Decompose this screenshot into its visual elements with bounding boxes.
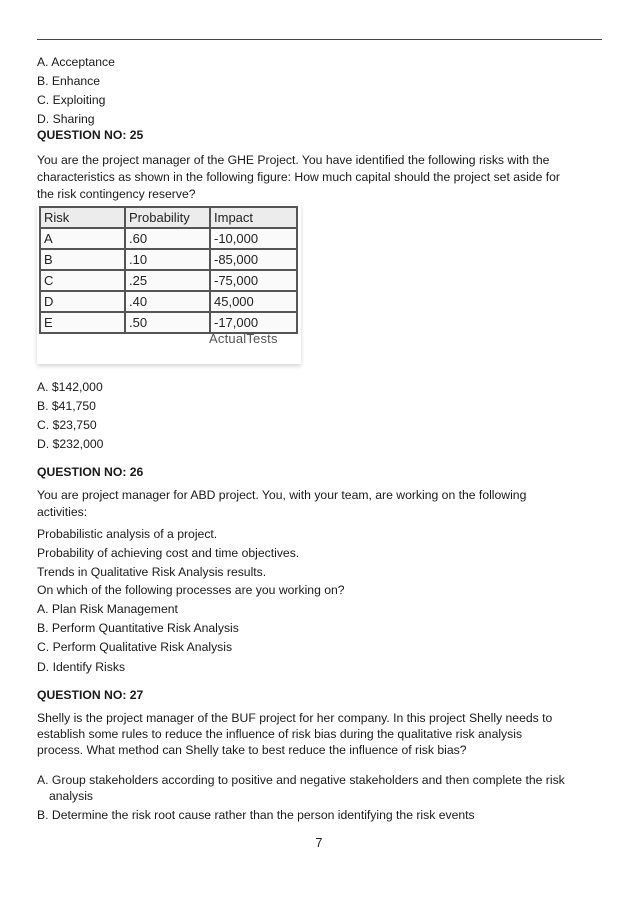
q27-option-a: A. Group stakeholders according to positive and negative stakeholders and then complete the risk [37, 773, 565, 787]
q26-option-c: C. Perform Qualitative Risk Analysis [37, 640, 233, 654]
table-row [40, 312, 297, 333]
q26-option-b: B. Perform Quantitative Risk Analysis [37, 621, 239, 635]
page-number: 7 [315, 836, 323, 850]
q27-option-a-continued: analysis [49, 789, 94, 803]
q26-option-d: D. Identify Risks [37, 660, 126, 674]
q27-text-line: process. What method can Shelly take to best reduce the influence of risk bias? [37, 743, 467, 757]
table-row [40, 291, 297, 312]
cell-impact: -10,000 [210, 228, 297, 249]
q27-text-line: Shelly is the project manager of the BUF project for her company. In this project Shelly needs to [37, 711, 553, 725]
prev-option-d: D. Sharing [37, 112, 95, 126]
cell-impact: 45,000 [210, 291, 297, 312]
risk-table-figure [37, 204, 301, 364]
q25-option-b: B. $41,750 [37, 399, 96, 413]
q25-option-a: A. $142,000 [37, 380, 103, 394]
q25-heading: QUESTION NO: 25 [37, 128, 144, 142]
cell-risk: D [40, 291, 125, 312]
q27-heading: QUESTION NO: 27 [37, 688, 144, 702]
q26-text-line: Trends in Qualitative Risk Analysis results. [37, 565, 267, 579]
cell-impact: -75,000 [210, 270, 297, 291]
risk-table [39, 206, 298, 334]
cell-probability: .10 [125, 249, 210, 270]
q26-text-line: Probabilistic analysis of a project. [37, 527, 218, 541]
q27-option-b: B. Determine the risk root cause rather than the person identifying the risk events [37, 808, 475, 822]
cell-probability: .50 [125, 312, 210, 333]
q25-text-line: the risk contingency reserve? [37, 187, 196, 201]
q25-option-c: C. $23,750 [37, 418, 97, 432]
q27-text-line: establish some rules to reduce the influence of risk bias during the qualitative risk analysis [37, 727, 523, 741]
header-impact: Impact [210, 207, 297, 228]
prev-option-b: B. Enhance [37, 74, 101, 88]
cell-impact: -17,000 [210, 312, 297, 333]
table-row [40, 270, 297, 291]
cell-probability: .25 [125, 270, 210, 291]
q26-text-line: activities: [37, 505, 88, 519]
top-rule [37, 39, 602, 40]
header-probability: Probability [125, 207, 210, 228]
q25-text-line: You are the project manager of the GHE Project. You have identified the following risks with the [37, 153, 550, 167]
watermark-text: ActualTests [209, 331, 278, 346]
q26-text-line: On which of the following processes are you working on? [37, 583, 345, 597]
cell-risk: C [40, 270, 125, 291]
cell-risk: B [40, 249, 125, 270]
table-row [40, 249, 297, 270]
q25-text-line: characteristics as shown in the following figure: How much capital should the project set aside for [37, 170, 560, 184]
table-row [40, 228, 297, 249]
q26-text-line: You are project manager for ABD project. You, with your team, are working on the following [37, 488, 527, 502]
cell-impact: -85,000 [210, 249, 297, 270]
cell-probability: .40 [125, 291, 210, 312]
q26-option-a: A. Plan Risk Management [37, 602, 178, 616]
q25-option-d: D. $232,000 [37, 437, 104, 451]
q26-heading: QUESTION NO: 26 [37, 465, 144, 479]
q26-text-line: Probability of achieving cost and time objectives. [37, 546, 300, 560]
cell-risk: E [40, 312, 125, 333]
prev-option-c: C. Exploiting [37, 93, 106, 107]
cell-probability: .60 [125, 228, 210, 249]
header-risk: Risk [40, 207, 125, 228]
cell-risk: A [40, 228, 125, 249]
prev-option-a: A. Acceptance [37, 55, 115, 69]
table-header-row [40, 207, 297, 228]
